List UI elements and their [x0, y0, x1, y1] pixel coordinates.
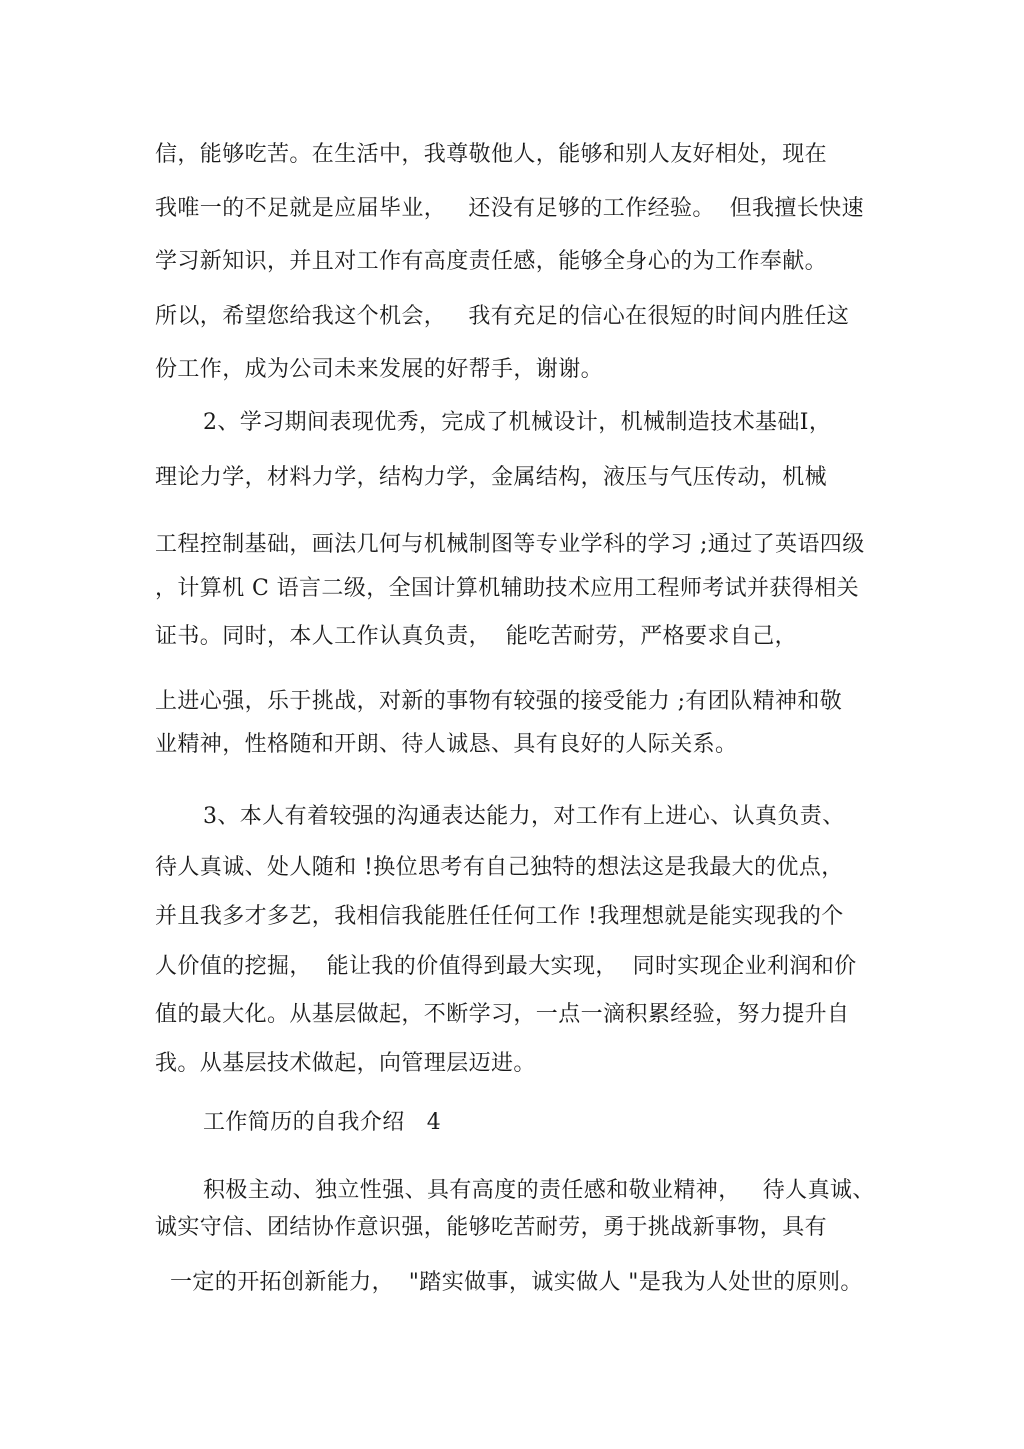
text-line: 一定的开拓创新能力， "踏实做事，诚实做人 "是我为人处世的原则。 — [170, 1270, 863, 1295]
text-line: 3、本人有着较强的沟通表达能力，对工作有上进心、认真负责、 — [203, 804, 845, 829]
text-line: 证书。同时，本人工作认真负责， 能吃苦耐劳，严格要求自己， — [155, 624, 797, 649]
text-line: 工程控制基础，画法几何与机械制图等专业学科的学习 ;通过了英语四级 — [155, 532, 865, 557]
text-line: 值的最大化。从基层做起，不断学习，一点一滴积累经验，努力提升自 — [155, 1002, 850, 1027]
text-line: 学习新知识，并且对工作有高度责任感，能够全身心的为工作奉献。 — [155, 249, 828, 274]
text-line: 所以，希望您给我这个机会， 我有充足的信心在很短的时间内胜任这 — [155, 304, 850, 329]
text-line: 理论力学，材料力学，结构力学，金属结构，液压与气压传动，机械 — [155, 465, 828, 490]
text-line: 待人真诚、处人随和 !换位思考有自己独特的想法这是我最大的优点， — [155, 855, 844, 880]
text-line: 信，能够吃苦。在生活中，我尊敬他人，能够和别人友好相处，现在 — [155, 142, 828, 167]
section-heading: 工作简历的自我介绍 4 — [203, 1110, 442, 1135]
text-line: 份工作，成为公司未来发展的好帮手，谢谢。 — [155, 357, 604, 382]
text-line: 我唯一的不足就是应届毕业， 还没有足够的工作经验。 但我擅长快速 — [155, 196, 864, 221]
text-line: 业精神，性格随和开朗、待人诚恳、具有良好的人际关系。 — [155, 732, 738, 757]
text-line: 人价值的挖掘， 能让我的价值得到最大实现， 同时实现企业利润和价 — [155, 954, 857, 979]
text-line: 诚实守信、团结协作意识强，能够吃苦耐劳，勇于挑战新事物，具有 — [155, 1215, 828, 1240]
text-line: 上进心强，乐于挑战，对新的事物有较强的接受能力 ;有团队精神和敬 — [155, 689, 843, 714]
text-line: 2、学习期间表现优秀，完成了机械设计，机械制造技术基础Ⅰ， — [203, 410, 832, 435]
text-line: 我。从基层技术做起，向管理层迈进。 — [155, 1051, 536, 1076]
text-line: 积极主动、独立性强、具有高度的责任感和敬业精神， 待人真诚、 — [203, 1178, 875, 1203]
text-line: 并且我多才多艺，我相信我能胜任任何工作 !我理想就是能实现我的个 — [155, 904, 844, 929]
text-line: ，计算机 C 语言二级，全国计算机辅助技术应用工程师考试并获得相关 — [155, 576, 860, 601]
